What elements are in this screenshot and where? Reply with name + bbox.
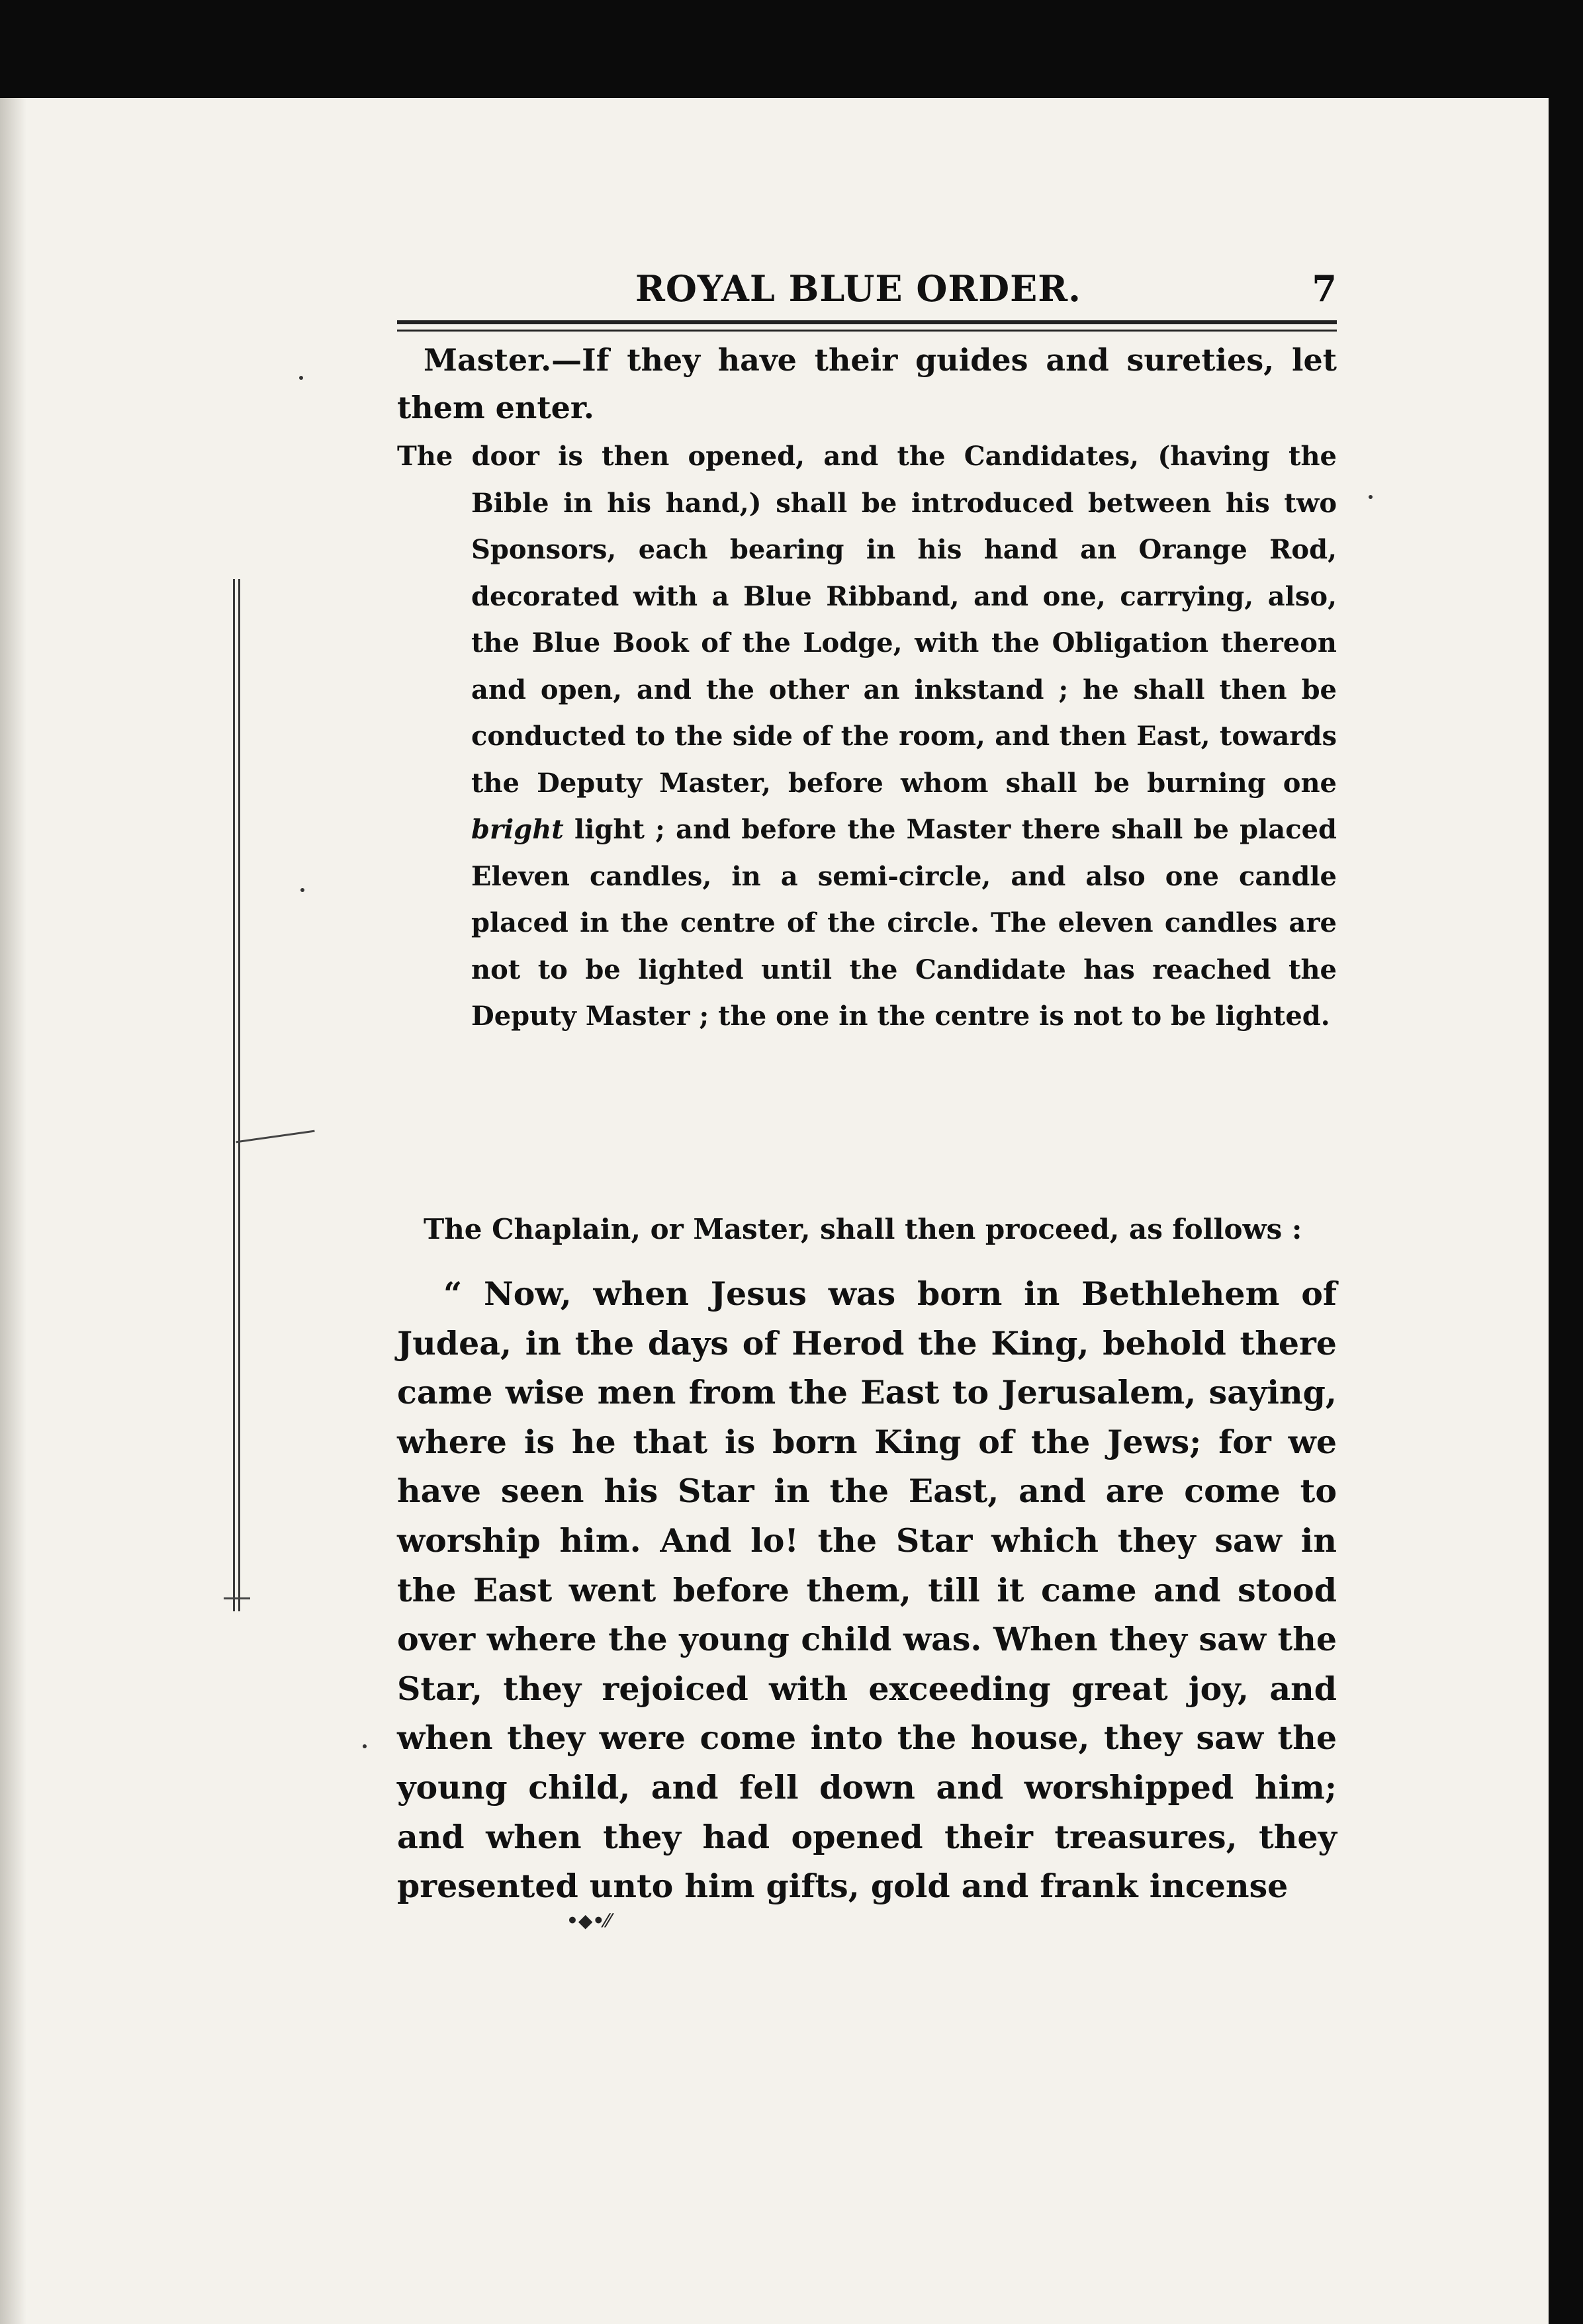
dialogue-line: —If they have their guides and sureties, let them enter. [397, 342, 1337, 425]
header-rule-thin [397, 330, 1337, 332]
page-number: 7 [1312, 267, 1337, 310]
page-speck [1369, 495, 1373, 499]
page-header [397, 267, 1337, 310]
header-rule [397, 320, 1337, 324]
direction-text: The door is then opened, and the Candidates, (having the Bible in his hand,) shall be introduced between his two Sponsors, each bearing in his hand an Orange Rod, decorated with a Blue Ribband, and one, carrying, also, the Blue Book of the Lodge, with the Obligation thereon and open, and the other an inkstand ; he shall then be conducted to the side of the room, and then East, towards the Deputy Master, before whom shall be burning one [397, 441, 1337, 799]
page-speck [300, 888, 304, 892]
binding-thread [233, 579, 241, 1611]
binding-stitch-mark [224, 1597, 250, 1599]
footer-printer-mark: •◆•⁄⁄ [566, 1910, 611, 1932]
direction-text-cont: light ; and before the Master there shall be placed Eleven candles, in a semi-circle, and also one candle placed in the centre of the circle. The eleven candles are not to be lighted until the Candidate has reached the Deputy Master ; the one in the centre is not to be lighted. [471, 814, 1337, 1032]
scripture-passage: “ Now, when Jesus was born in Bethlehem of Judea, in the days of Herod the King, behold there came wise men from the East to Jerusalem, saying, where is he that is born King of the Jews; for we have seen his Star in the East, and are come to worship him. And lo! the Star which they saw in the East went before them, till it came and stood over where the young child was. When they saw the Star, they rejoiced with exceeding great joy, and when they were come into the house, they saw the young child, and fell down and worshipped him; and when they had opened their treasures, they presented unto him gifts, gold and frank incense [397, 1274, 1337, 1906]
page-gutter-shadow [0, 98, 26, 2324]
direction-italic-word: bright [471, 814, 564, 845]
running-head: ROYAL BLUE ORDER. [635, 267, 1081, 310]
speaker-name: Master. [424, 342, 552, 378]
master-dialogue [397, 336, 1337, 431]
page-speck [363, 1744, 367, 1748]
chaplain-intro: The Chaplain, or Master, shall then proceed, as follows : [424, 1213, 1302, 1245]
page-speck [299, 376, 303, 380]
stage-direction [397, 433, 1337, 1040]
